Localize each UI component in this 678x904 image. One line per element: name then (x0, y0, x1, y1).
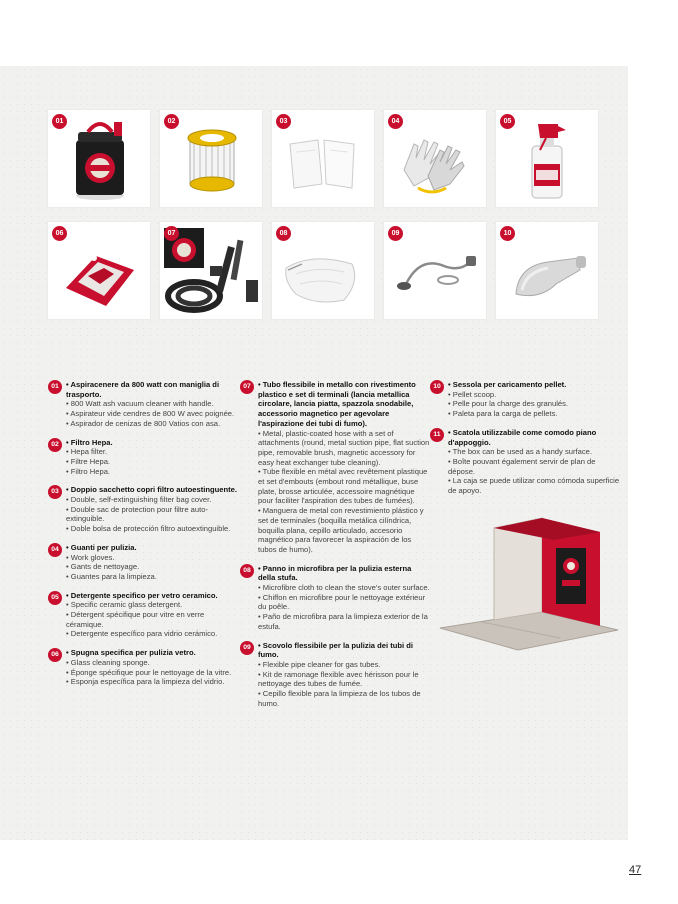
item-title: • Detergente specifico per vetro ceramico. (66, 591, 240, 601)
item-line-es: • Cepillo flexible para la limpieza de los tubos de humo. (258, 689, 430, 708)
description-column-2 (240, 380, 430, 718)
description-column-3 (430, 380, 620, 505)
product-tile-07 (160, 222, 262, 319)
item-number-badge: 08 (240, 564, 254, 578)
product-tile-09 (384, 222, 486, 319)
product-tile-06 (48, 222, 150, 319)
item-title: • Guanti per pulizia. (66, 543, 240, 553)
item-06 (48, 648, 240, 687)
item-line-es: • Paleta para la carga de pellets. (448, 409, 620, 419)
item-line-en: • Microfibre cloth to clean the stove's outer surface. (258, 583, 430, 593)
item-number-badge: 03 (48, 485, 62, 499)
item-title: • Scatola utilizzabile come comodo piano d'appoggio. (448, 428, 620, 447)
item-line-fr: • Pelle pour la charge des granulés. (448, 399, 620, 409)
item-line-fr: • Aspirateur vide cendres de 800 W avec poignée. (66, 409, 240, 419)
item-line-fr: • Chiffon en microfibre pour le nettoyage extérieur du poêle. (258, 593, 430, 612)
description-column-1 (48, 380, 240, 696)
item-05 (48, 591, 240, 640)
tile-number-badge: 01 (52, 114, 67, 129)
item-line-en: • Metal, plastic-coated hose with a set of attachments (round, metal suction pipe, flat suction pipe, removable brush, magnetic accessory for easy heat exchanger tube cleaning). (258, 429, 430, 468)
item-number-badge: 01 (48, 380, 62, 394)
product-tile-08 (272, 222, 374, 319)
item-line-en: • Glass cleaning sponge. (66, 658, 240, 668)
item-03 (48, 485, 240, 534)
item-line-en: • Specific ceramic glass detergent. (66, 600, 240, 610)
item-10 (430, 380, 620, 419)
tile-number-badge: 02 (164, 114, 179, 129)
item-line-es: • Detergente específico para vidrio cerámico. (66, 629, 240, 639)
item-title: • Doppio sacchetto copri filtro autoestinguente. (66, 485, 240, 495)
item-number-badge: 06 (48, 648, 62, 662)
item-number-badge: 02 (48, 438, 62, 452)
item-line-fr: • Éponge spécifique pour le nettoyage de la vitre. (66, 668, 240, 678)
item-line-fr: • Boîte pouvant également servir de plan de dépose. (448, 457, 620, 476)
item-title: • Panno in microfibra per la pulizia esterna della stufa. (258, 564, 430, 583)
item-title: • Tubo flessibile in metallo con rivestimento plastico e set di terminali (lancia metallica circolare, lancia piatta, spazzola snodabile, accessorio magnetico per agevolare l'aspirazione dei tubi di fumo). (258, 380, 430, 429)
item-line-es: • Doble bolsa de protección filtro autoextinguible. (66, 524, 240, 534)
item-line-en: • Double, self-extinguishing filter bag cover. (66, 495, 240, 505)
item-09 (240, 641, 430, 709)
product-tile-03 (272, 110, 374, 207)
item-title: • Sessola per caricamento pellet. (448, 380, 620, 390)
item-line-en: • Hepa filter. (66, 447, 240, 457)
item-line-fr: • Filtre Hepa. (66, 457, 240, 467)
item-number-badge: 10 (430, 380, 444, 394)
item-line-en: • Pellet scoop. (448, 390, 620, 400)
product-tile-02 (160, 110, 262, 207)
item-line-en: • Flexible pipe cleaner for gas tubes. (258, 660, 430, 670)
item-number-badge: 05 (48, 591, 62, 605)
item-line-en: • 800 Watt ash vacuum cleaner with handle. (66, 399, 240, 409)
item-07 (240, 380, 430, 555)
item-11 (430, 428, 620, 496)
item-line-es: • Aspirador de cenizas de 800 Vatios con asa. (66, 419, 240, 429)
product-tile-01 (48, 110, 150, 207)
tile-number-badge: 03 (276, 114, 291, 129)
item-line-en: • Work gloves. (66, 553, 240, 563)
tile-number-badge: 07 (164, 226, 179, 241)
product-tile-10 (496, 222, 598, 319)
item-line-es: • La caja se puede utilizar como cómoda superficie de apoyo. (448, 476, 620, 495)
item-01 (48, 380, 240, 429)
item-line-fr: • Gants de nettoyage. (66, 562, 240, 572)
item-line-es: • Manguera de metal con revestimiento plástico y set de terminales (boquilla metálica cilíndrica, boquilla plana, cepillo articulado, accesorio magnético para favorecer la aspiración de los tubos de humo). (258, 506, 430, 555)
product-tile-05 (496, 110, 598, 207)
item-line-fr: • Détergent spécifique pour vitre en verre céramique. (66, 610, 240, 629)
item-number-badge: 11 (430, 428, 444, 442)
tile-number-badge: 06 (52, 226, 67, 241)
tile-number-badge: 04 (388, 114, 403, 129)
item-title: • Scovolo flessibile per la pulizia dei tubi di fumo. (258, 641, 430, 660)
item-line-fr: • Tube flexible en métal avec revêtement plastique et set d'embouts (embout rond métallique, buse plate, brosse articulée, accessoire magnétique pour faciliter l'aspiration des tubes de fumées). (258, 467, 430, 506)
tile-number-badge: 09 (388, 226, 403, 241)
item-line-fr: • Kit de ramonage flexible avec hérisson pour le nettoyage des tubes de fumée. (258, 670, 430, 689)
item-number-badge: 04 (48, 543, 62, 557)
item-line-es: • Filtro Hepa. (66, 467, 240, 477)
item-line-en: • The box can be used as a handy surface. (448, 447, 620, 457)
item-line-es: • Esponja específica para la limpieza del vidrio. (66, 677, 240, 687)
page-number: 47 (629, 864, 642, 876)
item-number-badge: 07 (240, 380, 254, 394)
item-08 (240, 564, 430, 632)
item-title: • Filtro Hepa. (66, 438, 240, 448)
item-line-fr: • Double sac de protection pour filtre auto-extinguible. (66, 505, 240, 524)
item-title: • Spugna specifica per pulizia vetro. (66, 648, 240, 658)
item-title: • Aspiracenere da 800 watt con maniglia di trasporto. (66, 380, 240, 399)
item-number-badge: 09 (240, 641, 254, 655)
item-line-es: • Paño de microfibra para la limpieza exterior de la estufa. (258, 612, 430, 631)
item-04 (48, 543, 240, 582)
tile-number-badge: 10 (500, 226, 515, 241)
tile-number-badge: 05 (500, 114, 515, 129)
item-02 (48, 438, 240, 477)
open-box-surface-icon (438, 514, 628, 654)
tile-number-badge: 08 (276, 226, 291, 241)
item-line-es: • Guantes para la limpieza. (66, 572, 240, 582)
product-tile-04 (384, 110, 486, 207)
